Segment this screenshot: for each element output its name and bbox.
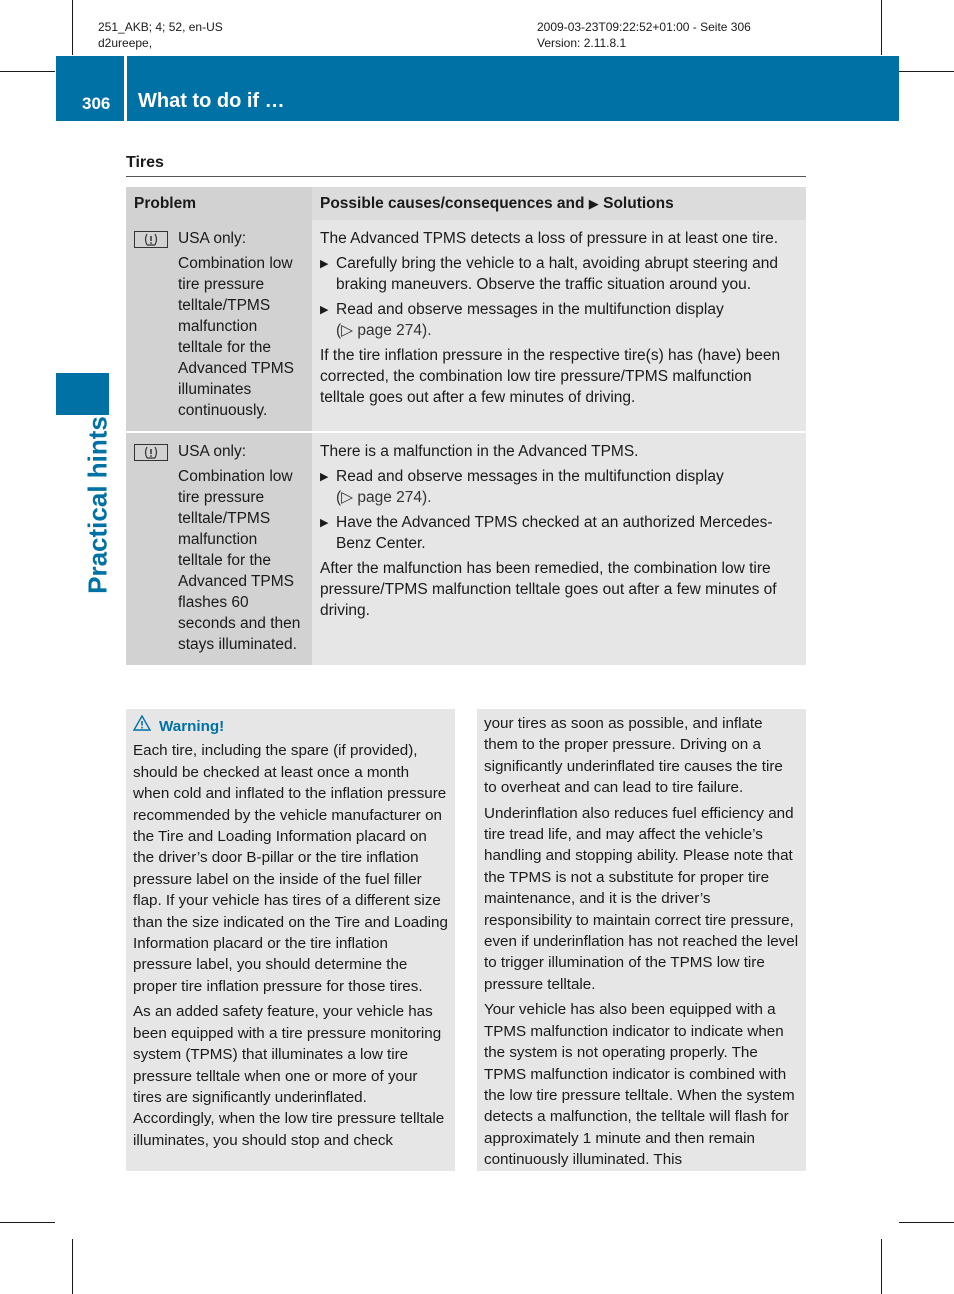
print-meta-left	[98, 19, 223, 51]
solution-bullet	[320, 512, 799, 554]
problem-lead: USA only:	[178, 443, 247, 460]
solution-bullet	[320, 253, 799, 295]
subsection-heading: Tires	[126, 154, 164, 171]
column-header-solutions	[312, 187, 806, 220]
bullet-text: Read and observe messages in the multifunction display	[336, 468, 724, 485]
tpms-warning-icon	[134, 444, 168, 461]
side-tab-marker	[56, 373, 109, 415]
solution-intro: The Advanced TPMS detects a loss of pressure in at least one tire.	[320, 230, 779, 247]
column-header-solutions-suffix: Solutions	[603, 195, 674, 212]
warning-paragraph: As an added safety feature, your vehicle has been equipped with a tire pressure monitoring system (TPMS) that illuminates a low tire pressure telltale when one or more of your tires are significantly underinflated. Accordingly, when the low tire pressure telltale illuminates, you should stop and check	[133, 1003, 445, 1149]
warning-paragraph: your tires as soon as possible, and inflate them to the proper pressure. Driving on a significantly underinflated tire causes the tire to overheat and can lead to tire failure.	[484, 715, 783, 797]
solution-intro: There is a malfunction in the Advanced TPMS.	[320, 443, 639, 460]
solution-outro: If the tire inflation pressure in the respective tire(s) has (have) been corrected, the combination low tire pressure/TPMS malfunction telltale goes out after a few minutes of driving.	[320, 347, 781, 406]
solution-bullet	[320, 466, 799, 508]
side-tab-label: Practical hints	[82, 416, 113, 594]
warning-title: Warning!	[159, 717, 225, 735]
problem-text: Combination low tire pressure telltale/TPMS malfunction telltale for the Advanced TPMS illuminates continuously.	[178, 255, 295, 419]
header-divider	[124, 56, 127, 121]
column-header-solutions-prefix: Possible causes/consequences and	[320, 195, 585, 212]
crop-mark	[881, 1239, 882, 1294]
table-row	[126, 432, 806, 665]
tpms-warning-icon	[134, 231, 168, 248]
heading-rule	[126, 176, 806, 177]
crop-mark	[0, 71, 55, 72]
warning-box	[126, 709, 455, 1171]
print-meta-right	[537, 19, 751, 51]
meta-line: Version: 2.11.8.1	[537, 36, 627, 50]
meta-line: 251_AKB; 4; 52, en-US	[98, 20, 223, 34]
triangle-bullet-icon: ▶	[320, 471, 329, 483]
table-header-row	[126, 187, 806, 220]
warning-continued-box	[477, 709, 806, 1171]
problem-lead: USA only:	[178, 230, 247, 247]
page-reference: (▷ page 274).	[336, 489, 432, 506]
crop-mark	[899, 1222, 954, 1223]
crop-mark	[881, 0, 882, 55]
triangle-bullet-icon: ▶	[588, 196, 599, 211]
problem-text: Combination low tire pressure telltale/TPMS malfunction telltale for the Advanced TPMS flashes 60 seconds and then stays illuminated.	[178, 468, 301, 653]
table-row	[126, 220, 806, 432]
solution-bullet	[320, 299, 799, 341]
page-reference: (▷ page 274).	[336, 322, 432, 339]
triangle-bullet-icon: ▶	[320, 304, 329, 316]
bullet-text: Carefully bring the vehicle to a halt, avoiding abrupt steering and braking maneuvers. Observe the traffic situation around you.	[336, 255, 779, 293]
warning-header	[133, 715, 448, 737]
triangle-bullet-icon: ▶	[320, 517, 329, 529]
problem-cell	[126, 432, 312, 665]
warning-triangle-icon	[133, 715, 151, 737]
crop-mark	[899, 71, 954, 72]
solution-outro: After the malfunction has been remedied, the combination low tire pressure/TPMS malfunction telltale goes out after a few minutes of driving.	[320, 560, 777, 619]
bullet-text: Have the Advanced TPMS checked at an authorized Mercedes-Benz Center.	[336, 514, 773, 552]
problem-cell	[126, 220, 312, 432]
bullet-text: Read and observe messages in the multifunction display	[336, 301, 724, 318]
warning-paragraph: Each tire, including the spare (if provided), should be checked at least once a month when cold and inflated to the inflation pressure recommended by the vehicle manufacturer on the Tire and Loading Information placard on the driver’s door B-pillar or the tire inflation pressure label on the inside of the fuel filler flap. If your vehicle has tires of a different size than the size indicated on the Tire and Loading Information placard or the tire inflation pressure label, you should determine the proper tire inflation pressure for those tires.	[133, 742, 448, 995]
warning-paragraph: Your vehicle has also been equipped with a TPMS malfunction indicator to indicate when the system is not operating properly. The TPMS malfunction indicator is combined with the low tire pressure telltale. When the system detects a malfunction, the telltale will flash for approximately 1 minute and then remain continuously illuminated. This	[484, 1001, 795, 1169]
crop-mark	[72, 0, 73, 55]
solution-cell	[312, 432, 806, 665]
crop-mark	[0, 1222, 55, 1223]
meta-line: 2009-03-23T09:22:52+01:00 - Seite 306	[537, 20, 751, 34]
section-title: What to do if …	[138, 90, 285, 112]
warning-paragraph: Underinflation also reduces fuel efficiency and tire tread life, and may affect the vehicle’s handling and stopping ability. Please note that the TPMS is not a substitute for proper tire maintenance, and it is the driver’s responsibility to maintain correct tire pressure, even if underinflation has not reached the level to trigger illumination of the TPMS low tire pressure telltale.	[484, 804, 799, 993]
triangle-bullet-icon: ▶	[320, 258, 329, 270]
solution-cell	[312, 220, 806, 432]
crop-mark	[72, 1239, 73, 1294]
meta-line: d2ureepe,	[98, 36, 153, 50]
page-number: 306	[82, 94, 111, 113]
column-header-problem: Problem	[126, 187, 312, 220]
tires-table	[126, 187, 806, 665]
